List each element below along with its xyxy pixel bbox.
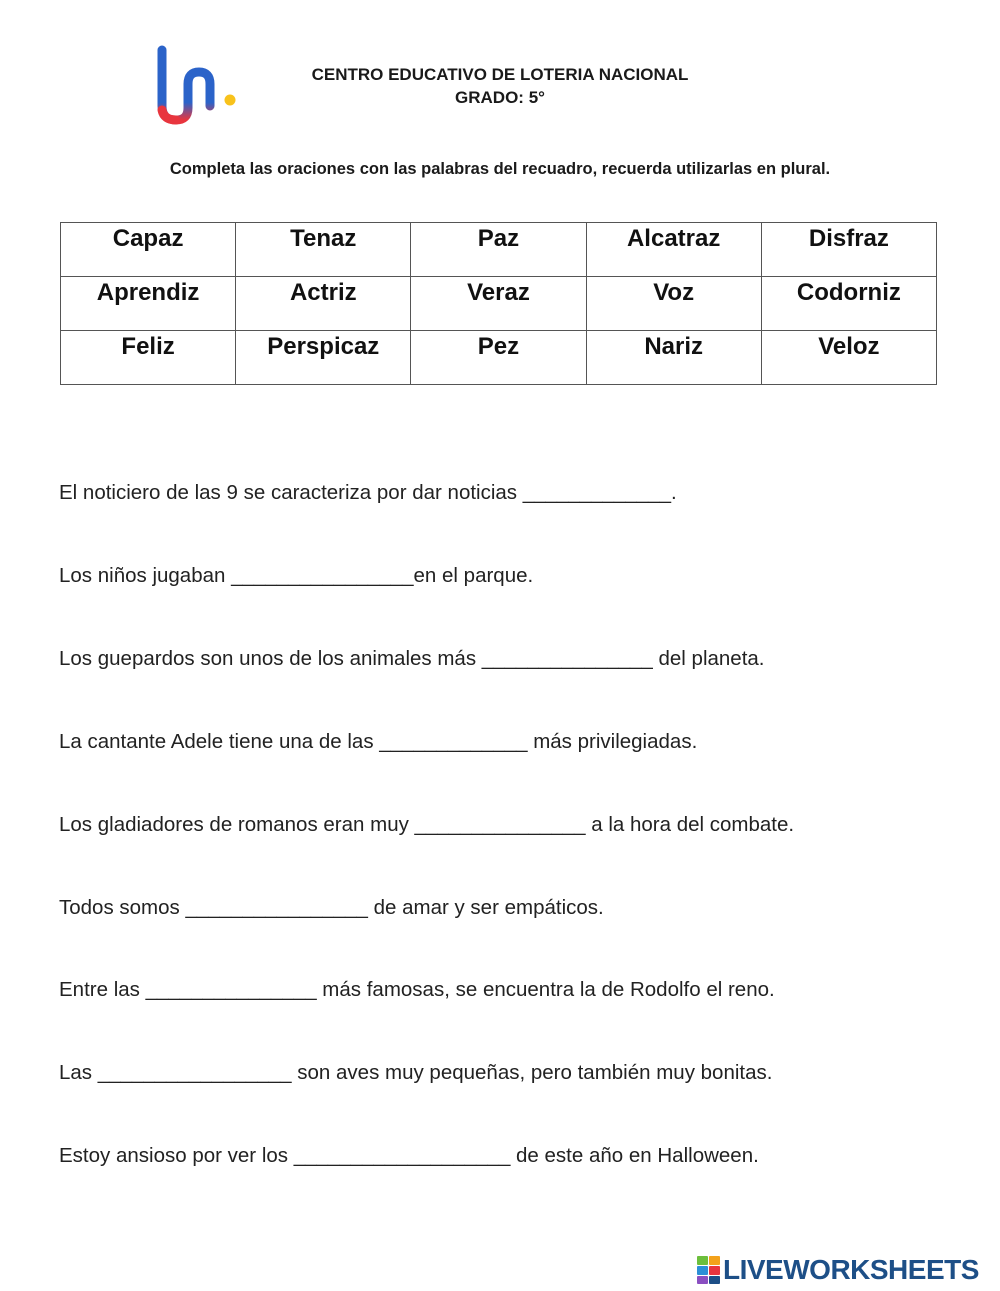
brand-text: LIVEWORKSHEETS bbox=[723, 1254, 979, 1285]
sentence-5: Los gladiadores de romanos eran muy _______________ a la hora del combate. bbox=[59, 813, 795, 836]
word-cell: Tenaz bbox=[236, 223, 411, 277]
grade-label: GRADO: 5° bbox=[455, 88, 545, 107]
sentence-7: Entre las _______________ más famosas, se encuentra la de Rodolfo el reno. bbox=[59, 978, 775, 1001]
word-cell: Paz bbox=[411, 223, 586, 277]
sentence-8: Las _________________ son aves muy pequeñas, pero también muy bonitas. bbox=[59, 1061, 773, 1084]
word-cell: Capaz bbox=[61, 223, 236, 277]
sentence-1: El noticiero de las 9 se caracteriza por dar noticias _____________. bbox=[59, 481, 677, 504]
word-cell: Alcatraz bbox=[586, 223, 761, 277]
word-box-row bbox=[61, 223, 937, 277]
sentence-2: Los niños jugaban ________________en el parque. bbox=[59, 564, 534, 587]
word-box-row bbox=[61, 331, 937, 385]
word-cell: Aprendiz bbox=[61, 277, 236, 331]
word-cell: Codorniz bbox=[761, 277, 936, 331]
instructions-text: Completa las oraciones con las palabras del recuadro, recuerda utilizarlas en plural. bbox=[169, 160, 831, 178]
word-cell: Actriz bbox=[236, 277, 411, 331]
school-logo bbox=[152, 44, 242, 128]
word-cell: Veloz bbox=[761, 331, 936, 385]
word-cell: Veraz bbox=[411, 277, 586, 331]
liveworksheets-logo-icon bbox=[697, 1255, 721, 1285]
sentence-3: Los guepardos son unos de los animales más _______________ del planeta. bbox=[59, 647, 765, 670]
word-cell: Pez bbox=[411, 331, 586, 385]
sentence-4: La cantante Adele tiene una de las _____________ más privilegiadas. bbox=[59, 730, 698, 753]
word-cell: Perspicaz bbox=[236, 331, 411, 385]
word-box-table bbox=[60, 222, 937, 385]
word-cell: Voz bbox=[586, 277, 761, 331]
school-name: CENTRO EDUCATIVO DE LOTERIA NACIONAL bbox=[311, 65, 689, 84]
word-cell: Disfraz bbox=[761, 223, 936, 277]
school-header bbox=[250, 63, 750, 109]
liveworksheets-brand bbox=[697, 1252, 979, 1288]
sentence-9: Estoy ansioso por ver los ___________________ de este año en Halloween. bbox=[59, 1144, 759, 1167]
ln-logo-icon bbox=[152, 44, 242, 128]
word-cell: Nariz bbox=[586, 331, 761, 385]
word-box-row bbox=[61, 277, 937, 331]
word-cell: Feliz bbox=[61, 331, 236, 385]
sentence-6: Todos somos ________________ de amar y ser empáticos. bbox=[59, 896, 604, 919]
